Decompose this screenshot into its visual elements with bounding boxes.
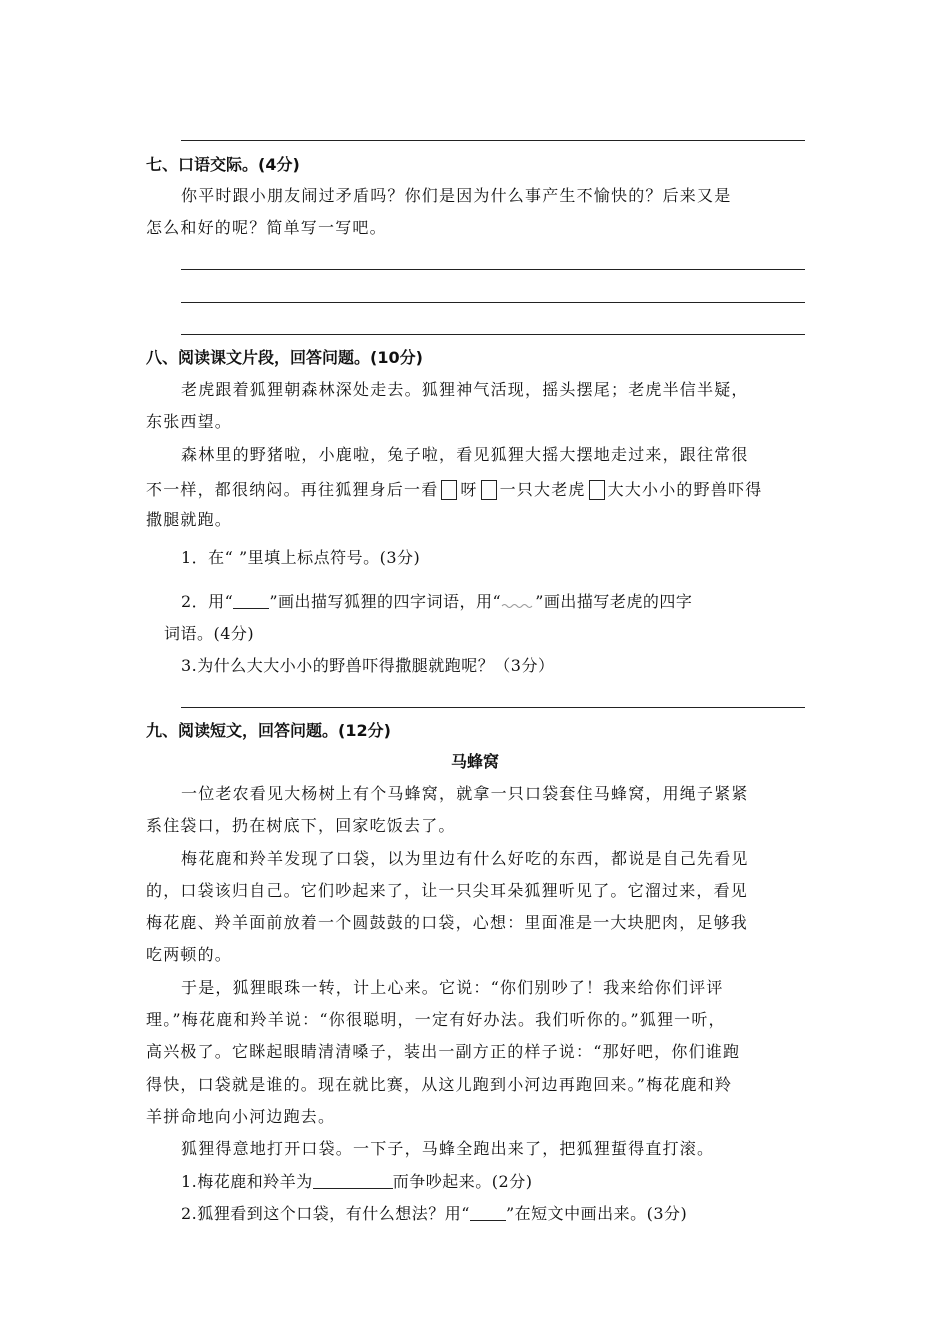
passage-line: 撒腿就跑。 [146, 510, 233, 529]
question-text: 2．用“ [181, 592, 234, 611]
passage-line: 吃两顿的。 [146, 945, 233, 964]
passage-text: 大大小小的野兽吓得 [607, 480, 763, 499]
wavy-line-icon [501, 597, 535, 609]
passage-line: 一位老农看见大杨树上有个马蜂窝，就拿一只口袋套住马蜂窝，用绳子紧紧 [181, 784, 749, 803]
question-2-cont: 词语。(4分) [164, 624, 255, 643]
underline-sample [233, 594, 269, 609]
passage-line-with-boxes [146, 480, 762, 500]
section-7-prompt-line: 你平时跟小朋友闹过矛盾吗？你们是因为什么事产生不愉快的？后来又是 [181, 186, 732, 205]
question-text: 2.狐狸看到这个口袋，有什么想法？用“ [181, 1204, 470, 1223]
question-text: 而争吵起来。(2分) [392, 1172, 533, 1191]
passage-title: 马蜂窝 [450, 752, 499, 771]
answer-line[interactable] [181, 302, 805, 303]
section-7-prompt-line: 怎么和好的呢？简单写一写吧。 [146, 218, 387, 237]
answer-line[interactable] [181, 140, 805, 141]
passage-text: 不一样，都很纳闷。再往狐狸身后一看 [146, 480, 439, 499]
passage-text: 呀 [460, 480, 478, 499]
underline-sample [470, 1206, 506, 1221]
question-text: 1.梅花鹿和羚羊为 [181, 1172, 313, 1191]
fill-in-blank[interactable] [313, 1174, 393, 1189]
punctuation-box[interactable] [481, 480, 497, 500]
passage-line: 得快，口袋就是谁的。现在就比赛，从这儿跑到小河边再跑回来。”梅花鹿和羚 [146, 1075, 733, 1094]
answer-line[interactable] [181, 334, 805, 335]
question-2 [181, 1206, 687, 1222]
punctuation-box[interactable] [589, 480, 605, 500]
passage-line: 的，口袋该归自己。它们吵起来了，让一只尖耳朵狐狸听见了。它溜过来，看见 [146, 881, 749, 900]
question-1 [181, 1174, 532, 1190]
passage-line: 东张西望。 [146, 412, 233, 431]
question-text: ”画出描写老虎的四字 [535, 592, 693, 611]
punctuation-box[interactable] [441, 480, 457, 500]
question-text: ”画出描写狐狸的四字词语，用“ [269, 592, 502, 611]
question-text: ”在短文中画出来。(3分) [505, 1204, 688, 1223]
section-7-heading: 七、口语交际。(4分) [146, 155, 300, 174]
passage-line: 羊拼命地向小河边跑去。 [146, 1107, 336, 1126]
section-8-heading: 八、阅读课文片段，回答问题。(10分) [146, 348, 423, 367]
passage-line: 森林里的野猪啦，小鹿啦，兔子啦，看见狐狸大摇大摆地走过来，跟往常很 [181, 445, 749, 464]
question-2 [181, 594, 692, 610]
answer-line[interactable] [181, 269, 805, 270]
answer-line[interactable] [181, 707, 805, 708]
passage-line: 狐狸得意地打开口袋。一下子，马蜂全跑出来了，把狐狸蜇得直打滚。 [181, 1139, 715, 1158]
passage-text: 一只大老虎 [499, 480, 586, 499]
passage-line: 老虎跟着狐狸朝森林深处走去。狐狸神气活现，摇头摆尾；老虎半信半疑， [181, 380, 749, 399]
passage-line: 系住袋口，扔在树底下，回家吃饭去了。 [146, 816, 456, 835]
passage-line: 高兴极了。它眯起眼睛清清嗓子，装出一副方正的样子说：“那好吧，你们谁跑 [146, 1042, 741, 1061]
passage-line: 梅花鹿和羚羊发现了口袋，以为里边有什么好吃的东西，都说是自己先看见 [181, 849, 749, 868]
question-3: 3.为什么大大小小的野兽吓得撒腿就跑呢？（3分） [181, 656, 555, 675]
passage-line: 于是，狐狸眼珠一转，计上心来。它说：“你们别吵了！我来给你们评评 [181, 978, 724, 997]
section-9-heading: 九、阅读短文，回答问题。(12分) [146, 721, 391, 740]
question-1: 1．在“ ”里填上标点符号。(3分) [181, 548, 421, 567]
passage-line: 梅花鹿、羚羊面前放着一个圆鼓鼓的口袋，心想：里面准是一大块肥肉，足够我 [146, 913, 749, 932]
passage-line: 理。”梅花鹿和羚羊说：“你很聪明，一定有好办法。我们听你的。”狐狸一听， [146, 1010, 726, 1029]
